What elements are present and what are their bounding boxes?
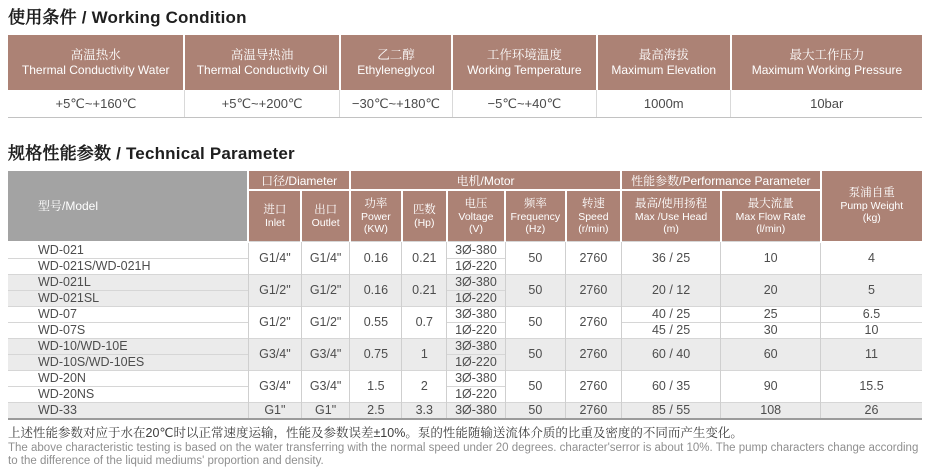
flow-cell: 25 (721, 306, 821, 322)
speed-cell: 2760 (566, 242, 622, 275)
weight-cell: 4 (821, 242, 923, 275)
flow-cell: 108 (721, 402, 821, 419)
voltage-cell: 1Ø-220 (447, 322, 505, 338)
voltage-header-unit: (V) (468, 222, 483, 235)
speed-cell: 2760 (566, 274, 622, 306)
model-cell: WD-10/WD-10E (8, 338, 248, 354)
frequency-header-cn: 频率 (523, 197, 547, 210)
pump-weight-header-unit: (kg) (862, 212, 881, 225)
voltage-cell: 1Ø-220 (447, 290, 505, 306)
water-temp-range: +5℃~+160℃ (8, 90, 184, 118)
column-header-water-cn: 高温热水 (70, 47, 121, 62)
hp-cell: 0.21 (402, 274, 447, 306)
weight-cell: 15.5 (821, 370, 923, 402)
outlet-cell: G1/2" (301, 306, 349, 338)
outlet-cell: G1" (301, 402, 349, 419)
model-cell: WD-10S/WD-10ES (8, 354, 248, 370)
head-cell: 36 / 25 (621, 242, 721, 275)
power-cell: 0.75 (350, 338, 402, 370)
max-head-header-en: Max /Use Head (634, 210, 708, 223)
frequency-header-en: Frequency (510, 210, 561, 223)
column-header-oil (184, 35, 339, 90)
max-head-header-unit: (m) (663, 222, 679, 235)
model-cell: WD-021 (8, 242, 248, 259)
max-flow-header-unit: (l/min) (756, 222, 786, 235)
voltage-header-en: Voltage (458, 210, 494, 223)
max-pressure-value: 10bar (731, 90, 922, 118)
working-temp-range: −5℃~+40℃ (452, 90, 596, 118)
hp-header-en: (Hp) (414, 216, 435, 229)
table-row (8, 242, 922, 259)
voltage-cell: 3Ø-380 (447, 370, 505, 386)
column-header-oil-en: Thermal Conductivity Oil (196, 62, 328, 77)
max-head-column-header (621, 190, 721, 242)
head-cell: 60 / 35 (621, 370, 721, 402)
head-cell: 40 / 25 (621, 306, 721, 322)
model-cell: WD-07 (8, 306, 248, 322)
outlet-cell: G3/4" (301, 338, 349, 370)
inlet-cell: G1/2" (248, 274, 301, 306)
speed-cell: 2760 (566, 306, 622, 338)
column-header-pressure-cn: 最大工作压力 (789, 47, 865, 62)
outlet-header-en: Outlet (311, 216, 340, 229)
frequency-header-unit: (Hz) (525, 222, 546, 235)
hp-header-cn: 匹数 (412, 203, 436, 216)
frequency-cell: 50 (505, 370, 565, 402)
inlet-cell: G1/4" (248, 242, 301, 275)
voltage-cell: 3Ø-380 (447, 274, 505, 290)
frequency-column-header (505, 190, 565, 242)
power-cell: 1.5 (350, 370, 402, 402)
power-cell: 2.5 (350, 402, 402, 419)
flow-cell: 30 (721, 322, 821, 338)
column-header-pressure (731, 35, 922, 90)
model-cell: WD-021L (8, 274, 248, 290)
voltage-cell: 3Ø-380 (447, 306, 505, 322)
weight-cell: 5 (821, 274, 923, 306)
pump-weight-header-en: Pump Weight (840, 200, 904, 213)
hp-cell: 2 (402, 370, 447, 402)
max-head-header-cn: 最高/使用扬程 (634, 197, 708, 210)
footnote-chinese: 上述性能参数对应于水在20℃时以正常速度运输，性能及参数误差±10%。泵的性能随输送流体介质的比重及密度的不同而产生变化。 (8, 425, 743, 440)
flow-cell: 90 (721, 370, 821, 402)
column-header-elevation (597, 35, 731, 90)
working-condition-table (8, 35, 922, 118)
power-column-header (350, 190, 402, 242)
column-header-elevation-en: Maximum Elevation (611, 62, 717, 77)
frequency-cell: 50 (505, 274, 565, 306)
column-header-glycol (340, 35, 452, 90)
max-elevation-value: 1000m (597, 90, 731, 118)
power-cell: 0.16 (350, 274, 402, 306)
power-cell: 0.16 (350, 242, 402, 275)
speed-header-unit: (r/min) (578, 222, 609, 235)
column-header-oil-cn: 高温导热油 (230, 47, 294, 62)
frequency-cell: 50 (505, 402, 565, 419)
voltage-header-cn: 电压 (464, 197, 488, 210)
head-cell: 60 / 40 (621, 338, 721, 370)
hp-cell: 3.3 (402, 402, 447, 419)
weight-cell: 10 (821, 322, 923, 338)
power-cell: 0.55 (350, 306, 402, 338)
model-cell: WD-021SL (8, 290, 248, 306)
outlet-cell: G1/2" (301, 274, 349, 306)
model-cell: WD-20N (8, 370, 248, 386)
diameter-group-header: 口径/Diameter (248, 171, 349, 190)
oil-temp-range: +5℃~+200℃ (184, 90, 339, 118)
technical-parameter-table (8, 171, 922, 420)
frequency-cell: 50 (505, 306, 565, 338)
inlet-cell: G1/2" (248, 306, 301, 338)
frequency-cell: 50 (505, 338, 565, 370)
power-header-unit: (KW) (363, 222, 388, 235)
outlet-cell: G1/4" (301, 242, 349, 275)
outlet-cell: G3/4" (301, 370, 349, 402)
weight-cell: 11 (821, 338, 923, 370)
table-row (8, 402, 922, 419)
pump-weight-header-cn: 泵浦自重 (848, 187, 895, 200)
power-header-en: Power (360, 210, 391, 223)
voltage-cell: 3Ø-380 (447, 242, 505, 259)
column-header-elevation-cn: 最高海拔 (638, 47, 689, 62)
model-cell: WD-021S/WD-021H (8, 258, 248, 274)
pump-weight-column-header (821, 171, 923, 242)
hp-cell: 0.21 (402, 242, 447, 275)
speed-cell: 2760 (566, 338, 622, 370)
flow-cell: 10 (721, 242, 821, 275)
voltage-column-header (447, 190, 505, 242)
voltage-cell: 3Ø-380 (447, 402, 505, 419)
table-row (8, 274, 922, 290)
inlet-cell: G1" (248, 402, 301, 419)
column-header-water-en: Thermal Conductivity Water (21, 62, 170, 77)
voltage-cell: 3Ø-380 (447, 338, 505, 354)
hp-cell: 1 (402, 338, 447, 370)
column-header-working-temp-en: Working Temperature (467, 62, 582, 77)
column-header-glycol-en: Ethyleneglycol (357, 62, 435, 77)
speed-header-en: Speed (578, 210, 609, 223)
glycol-temp-range: −30℃~+180℃ (340, 90, 452, 118)
max-flow-header-cn: 最大流量 (747, 197, 794, 210)
table-row (8, 306, 922, 322)
footnote-english: The above characteristic testing is based on the water transferring with the normal speed under 20 degrees. character'serror is about 10%. The pump characters change according to the difference of the liquid mediums' proportion and density. (8, 441, 919, 467)
column-header-pressure-en: Maximum Working Pressure (751, 62, 903, 77)
model-cell: WD-33 (8, 402, 248, 419)
voltage-cell: 1Ø-220 (447, 354, 505, 370)
column-header-glycol-cn: 乙二醇 (377, 47, 415, 62)
motor-group-header: 电机/Motor (350, 171, 621, 190)
hp-column-header (402, 190, 447, 242)
model-column-header: 型号/Model (8, 171, 248, 242)
voltage-cell: 1Ø-220 (447, 386, 505, 402)
table-row (8, 338, 922, 354)
performance-group-header: 性能参数/Performance Parameter (621, 171, 820, 190)
working-condition-header-row (8, 35, 922, 90)
inlet-cell: G3/4" (248, 370, 301, 402)
max-flow-header-en: Max Flow Rate (735, 210, 806, 223)
model-cell: WD-20NS (8, 386, 248, 402)
speed-cell: 2760 (566, 370, 622, 402)
voltage-cell: 1Ø-220 (447, 258, 505, 274)
head-cell: 85 / 55 (621, 402, 721, 419)
inlet-cell: G3/4" (248, 338, 301, 370)
hp-cell: 0.7 (402, 306, 447, 338)
tech-group-header-row (8, 171, 922, 190)
speed-cell: 2760 (566, 402, 622, 419)
head-cell: 45 / 25 (621, 322, 721, 338)
frequency-cell: 50 (505, 242, 565, 275)
outlet-header-cn: 出口 (314, 203, 338, 216)
speed-header-cn: 转速 (581, 197, 605, 210)
column-header-working-temp-cn: 工作环境温度 (486, 47, 562, 62)
power-header-cn: 功率 (364, 197, 388, 210)
working-condition-value-row (8, 90, 922, 118)
table-row (8, 322, 922, 338)
max-flow-column-header (721, 190, 821, 242)
inlet-column-header (248, 190, 301, 242)
tech-table-body (8, 242, 922, 419)
outlet-column-header (301, 190, 349, 242)
flow-cell: 60 (721, 338, 821, 370)
head-cell: 20 / 12 (621, 274, 721, 306)
column-header-working-temp (452, 35, 596, 90)
table-row (8, 370, 922, 386)
flow-cell: 20 (721, 274, 821, 306)
working-condition-title: 使用条件 / Working Condition (8, 8, 247, 27)
weight-cell: 26 (821, 402, 923, 419)
technical-parameter-title: 规格性能参数 / Technical Parameter (8, 144, 295, 163)
inlet-header-cn: 进口 (263, 203, 287, 216)
model-cell: WD-07S (8, 322, 248, 338)
weight-cell: 6.5 (821, 306, 923, 322)
speed-column-header (566, 190, 622, 242)
inlet-header-en: Inlet (264, 216, 285, 229)
column-header-water (8, 35, 184, 90)
